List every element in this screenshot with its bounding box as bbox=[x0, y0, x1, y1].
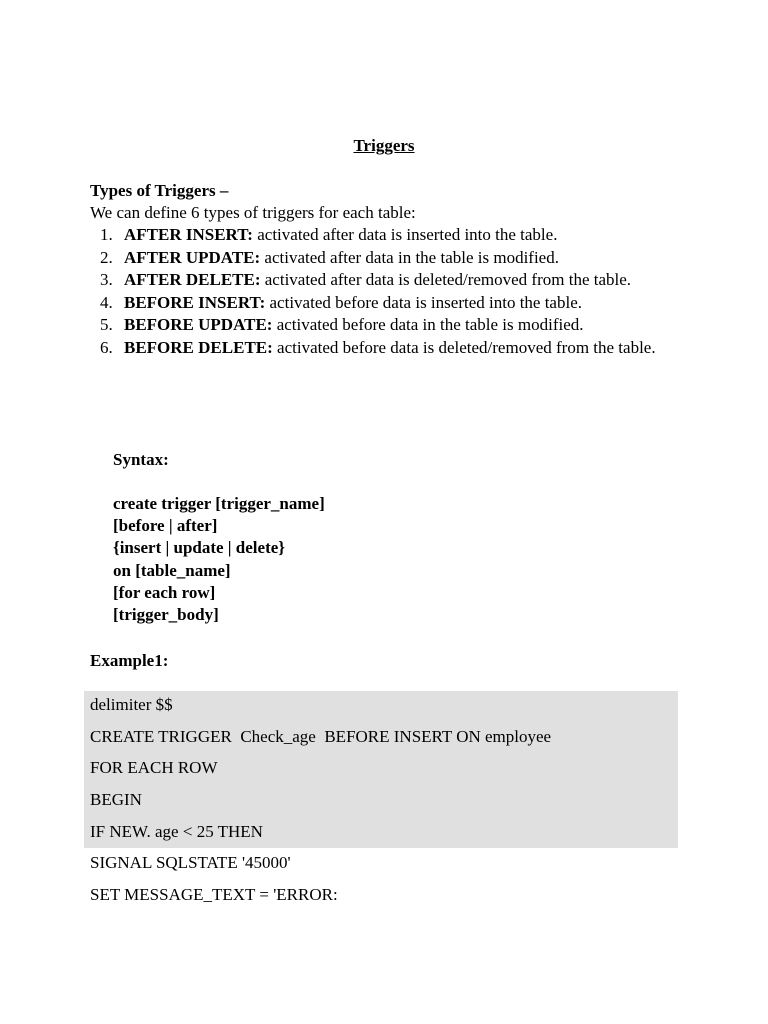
syntax-block bbox=[113, 493, 325, 626]
trigger-type-desc: activated before data is deleted/removed from the table. bbox=[272, 337, 656, 357]
item-number: 6. bbox=[100, 337, 113, 357]
code-line: FOR EACH ROW bbox=[90, 758, 218, 778]
trigger-type-name: BEFORE DELETE: bbox=[124, 337, 273, 357]
syntax-line: [trigger_body] bbox=[113, 605, 219, 625]
list-item bbox=[0, 292, 768, 315]
types-heading: Types of Triggers – bbox=[90, 181, 229, 200]
syntax-line: [before | after] bbox=[113, 516, 218, 536]
trigger-type-name: BEFORE INSERT: bbox=[124, 292, 266, 312]
trigger-type-name: BEFORE UPDATE: bbox=[124, 315, 273, 334]
example-label: Example1: bbox=[90, 651, 169, 670]
code-line: IF NEW. age < 25 THEN bbox=[90, 821, 263, 841]
syntax-label: Syntax: bbox=[113, 450, 169, 469]
trigger-type-name: AFTER UPDATE: bbox=[124, 247, 261, 267]
code-line: CREATE TRIGGER Check_age BEFORE INSERT ON employee bbox=[90, 726, 552, 746]
item-number: 2. bbox=[100, 247, 113, 267]
list-item bbox=[0, 314, 768, 337]
list-item bbox=[0, 247, 768, 270]
list-item bbox=[0, 224, 768, 247]
trigger-type-desc: activated after data is deleted/removed from the table. bbox=[260, 270, 632, 289]
code-block bbox=[90, 693, 551, 915]
trigger-type-name: AFTER INSERT: bbox=[124, 225, 253, 244]
item-number: 4. bbox=[100, 292, 113, 312]
list-item bbox=[0, 337, 768, 360]
list-item bbox=[0, 269, 768, 292]
syntax-line: [for each row] bbox=[113, 582, 216, 602]
code-line: SIGNAL SQLSTATE '45000' bbox=[90, 853, 291, 873]
code-line: BEGIN bbox=[90, 790, 142, 810]
item-number: 1. bbox=[100, 225, 113, 244]
trigger-type-list bbox=[0, 224, 768, 359]
page-title: Triggers bbox=[353, 136, 415, 155]
item-number: 3. bbox=[100, 270, 113, 289]
code-line: SET MESSAGE_TEXT = 'ERROR: bbox=[90, 885, 338, 905]
code-line: delimiter $$ bbox=[90, 695, 173, 714]
syntax-line: on [table_name] bbox=[113, 560, 231, 580]
item-number: 5. bbox=[100, 315, 113, 334]
syntax-line: {insert | update | delete} bbox=[113, 538, 285, 558]
trigger-type-desc: activated before data in the table is modified. bbox=[272, 315, 584, 334]
syntax-line: create trigger [trigger_name] bbox=[113, 494, 325, 513]
trigger-type-desc: activated before data is inserted into the table. bbox=[265, 292, 582, 312]
trigger-type-desc: activated after data is inserted into the table. bbox=[252, 225, 558, 244]
trigger-type-name: AFTER DELETE: bbox=[124, 270, 261, 289]
intro-text: We can define 6 types of triggers for each table: bbox=[90, 203, 416, 222]
trigger-type-desc: activated after data in the table is modified. bbox=[260, 247, 559, 267]
